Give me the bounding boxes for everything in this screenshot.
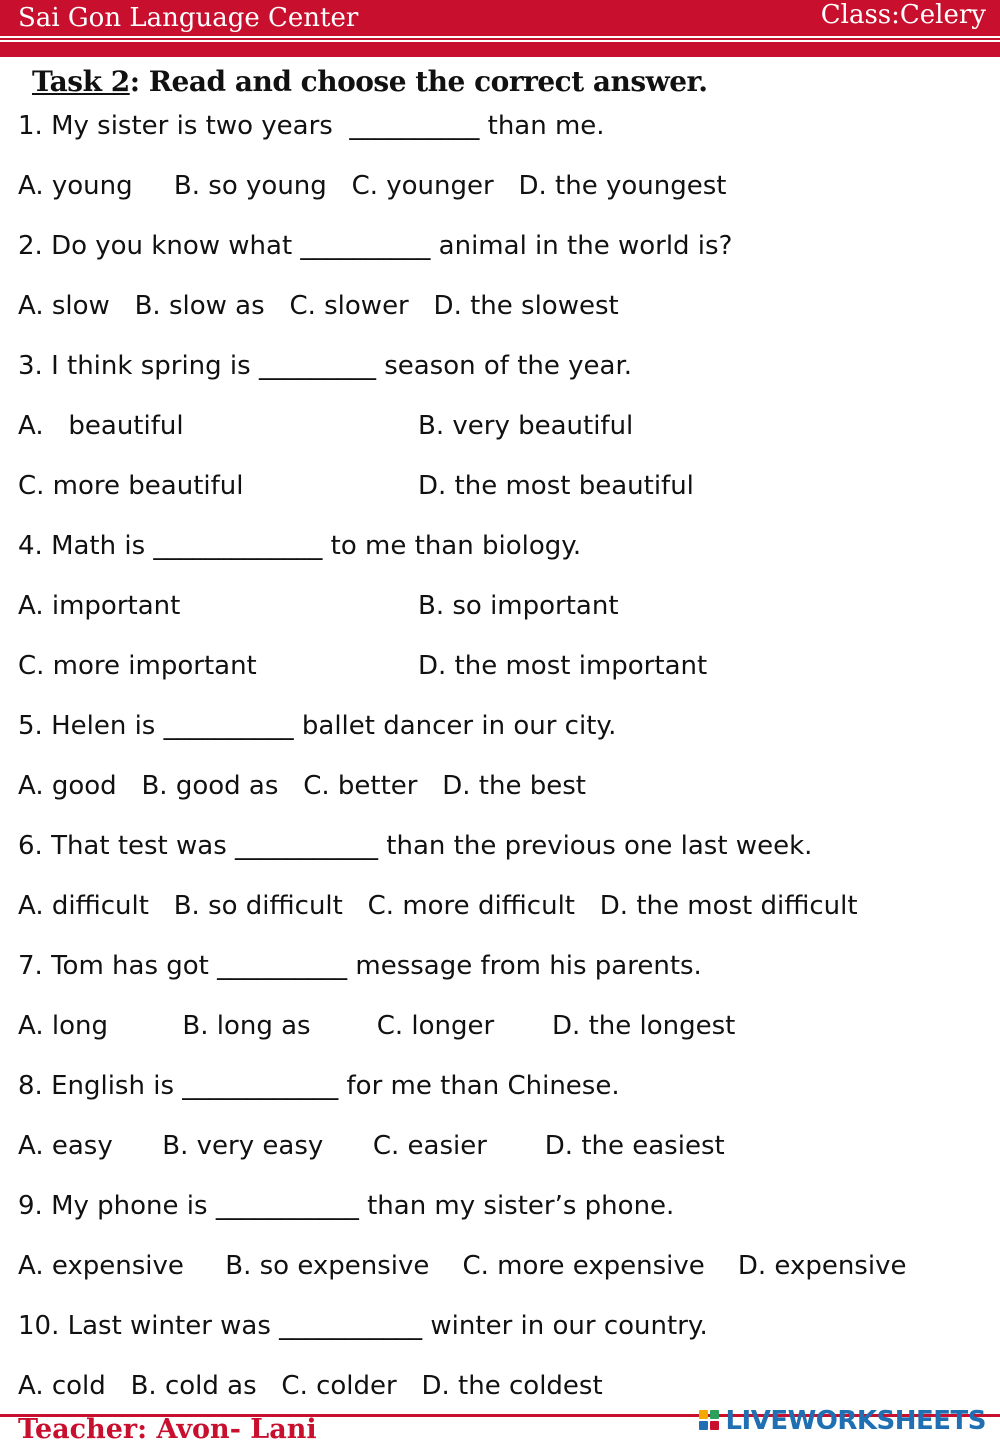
question-9-stem: 9. My phone is ___________ than my sister’s phone.: [18, 1191, 675, 1221]
liveworksheets-wordmark: LIVEWORKSHEETS: [725, 1406, 986, 1436]
liveworksheets-mark-icon: [699, 1410, 721, 1432]
question-9-options: A. expensive B. so expensive C. more expensive D. expensive: [18, 1251, 907, 1281]
question-5-options: A. good B. good as C. better D. the best: [18, 771, 586, 801]
liveworksheets-logo: [699, 1404, 986, 1438]
header-bar: [0, 0, 1000, 36]
center-name: Sai Gon Language Center: [18, 3, 359, 33]
question-8-stem: 8. English is ____________ for me than Chinese.: [18, 1071, 620, 1101]
question-3-option-b: B. very beautiful: [418, 411, 634, 441]
question-3-stem: 3. I think spring is _________ season of the year.: [18, 351, 633, 381]
question-3-option-a: A. beautiful: [18, 411, 184, 441]
question-4-option-c: C. more important: [18, 651, 257, 681]
question-5-stem: 5. Helen is __________ ballet dancer in our city.: [18, 711, 617, 741]
task-instruction: : Read and choose the correct answer.: [129, 65, 708, 98]
question-6-stem: 6. That test was ___________ than the previous one last week.: [18, 831, 813, 861]
question-8-options: A. easy B. very easy C. easier D. the easiest: [18, 1131, 725, 1161]
question-10-stem: 10. Last winter was ___________ winter in our country.: [18, 1311, 708, 1341]
question-3-option-c: C. more beautiful: [18, 471, 244, 501]
question-1-options: A. young B. so young C. younger D. the youngest: [18, 171, 727, 201]
question-6-options: A. difficult B. so difficult C. more difficult D. the most difficult: [18, 891, 858, 921]
question-10-options: A. cold B. cold as C. colder D. the coldest: [18, 1371, 603, 1401]
class-name: Class:Celery: [820, 0, 986, 30]
header-divider-thick: [0, 42, 1000, 57]
question-7-stem: 7. Tom has got __________ message from his parents.: [18, 951, 702, 981]
question-7-options: A. long B. long as C. longer D. the longest: [18, 1011, 736, 1041]
header-divider-thin: [0, 38, 1000, 40]
teacher-name: Teacher: Avon- Lani: [18, 1414, 317, 1445]
question-4-option-a: A. important: [18, 591, 181, 621]
question-4-option-d: D. the most important: [418, 651, 708, 681]
question-1-stem: 1. My sister is two years __________ than me.: [18, 111, 605, 141]
question-2-stem: 2. Do you know what __________ animal in the world is?: [18, 231, 733, 261]
task-label: Task 2: [32, 65, 130, 98]
task-title: [32, 64, 708, 100]
question-4-option-b: B. so important: [418, 591, 619, 621]
question-4-stem: 4. Math is _____________ to me than biology.: [18, 531, 582, 561]
question-3-option-d: D. the most beautiful: [418, 471, 694, 501]
question-2-options: A. slow B. slow as C. slower D. the slowest: [18, 291, 619, 321]
